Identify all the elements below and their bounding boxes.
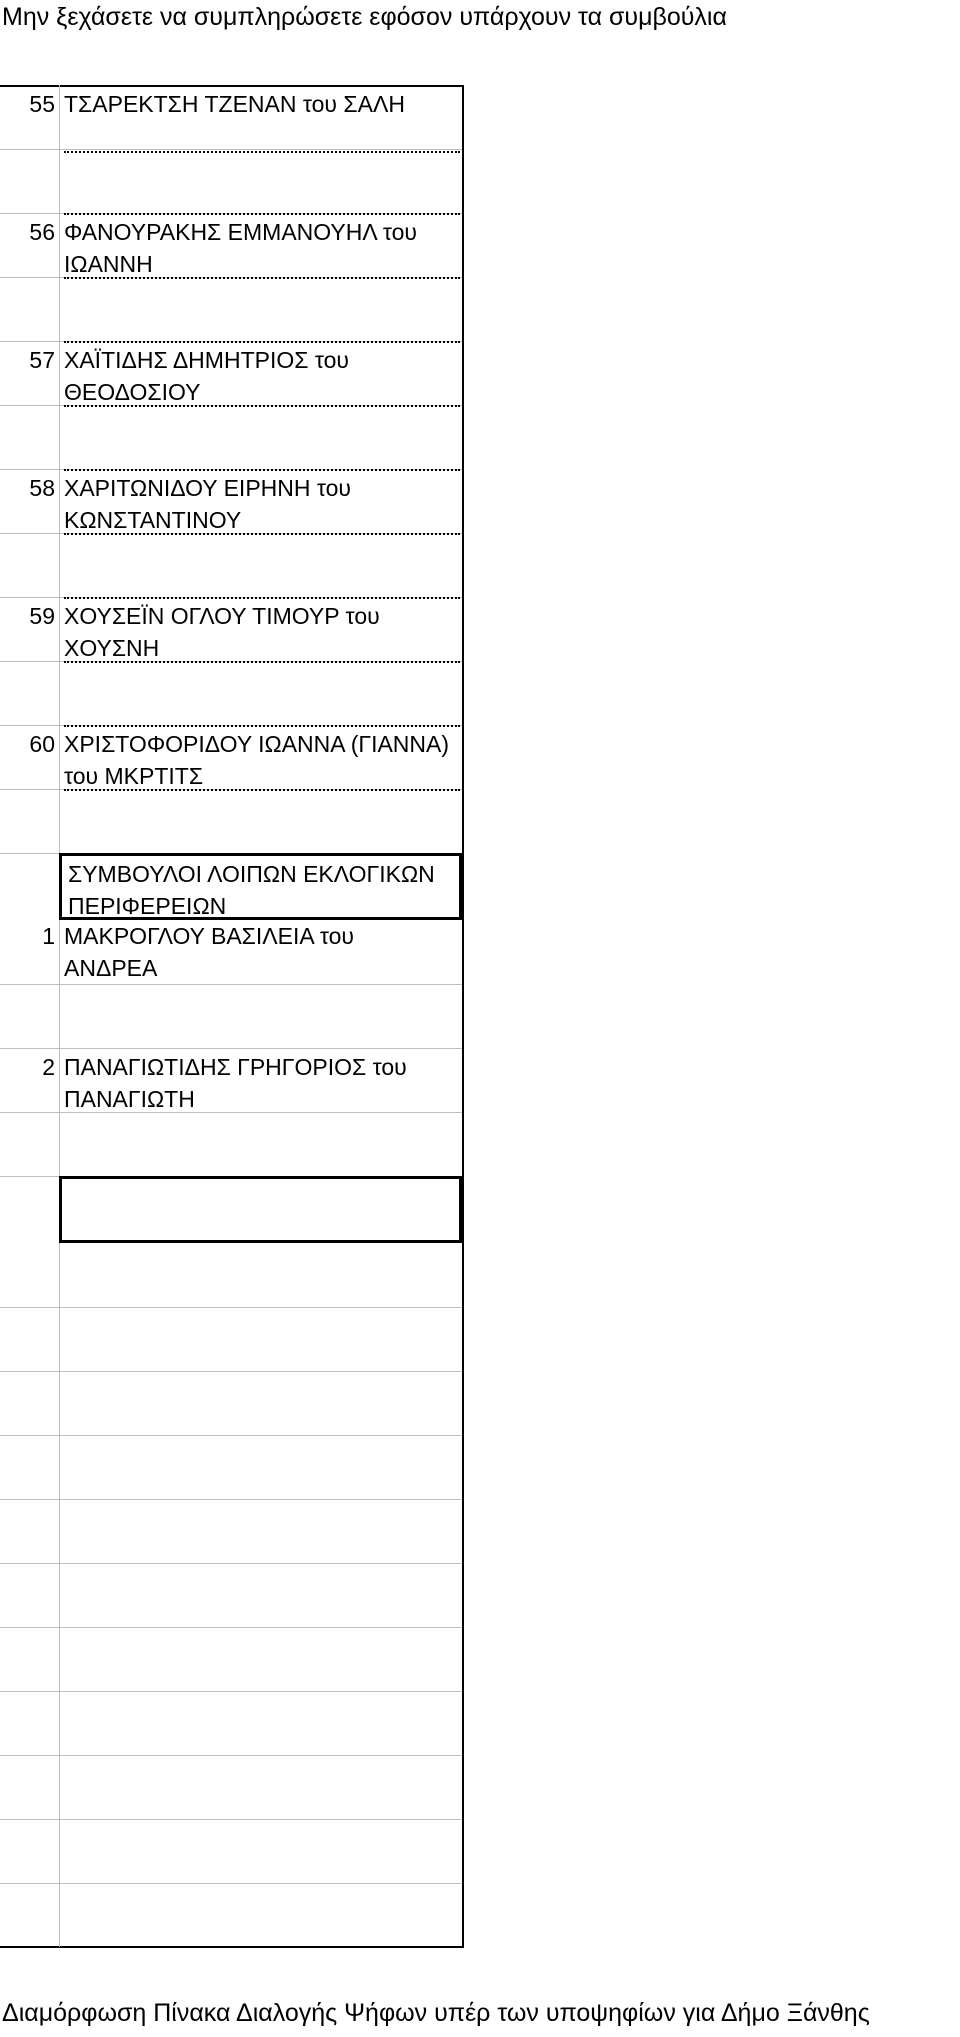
section-heading: ΣΥΜΒΟΥΛΟΙ ΛΟΙΠΩΝ ΕΚΛΟΓΙΚΩΝ — [68, 861, 435, 887]
candidate-row-57 — [0, 277, 464, 341]
candidate-row-58 — [0, 469, 464, 533]
empty-box — [59, 1176, 462, 1243]
vote-tally-line — [64, 213, 460, 215]
member-name: ΜΑΚΡΟΓΛΟΥ ΒΑΣΙΛΕΙΑ του — [64, 923, 354, 949]
candidate-row-58-spacer — [0, 405, 464, 469]
blank-row — [0, 1112, 464, 1176]
member-row-2 — [0, 1048, 464, 1112]
candidate-name: ΦΑΝΟΥΡΑΚΗΣ ΕΜΜΑΝΟΥΗΛ του — [64, 219, 417, 245]
vote-tally-line — [64, 469, 460, 471]
member-name-cont: ΠΑΝΑΓΙΩΤΗ — [64, 1086, 195, 1112]
member-row-1 — [0, 920, 464, 984]
blank-row — [0, 1435, 464, 1499]
section-heading-box — [59, 853, 462, 920]
blank-row — [0, 789, 464, 853]
candidate-number: 57 — [29, 347, 55, 373]
candidate-row-56 — [0, 213, 464, 277]
blank-row — [0, 1371, 464, 1435]
vote-tally-line — [64, 725, 460, 727]
candidate-row-59 — [0, 597, 464, 661]
candidate-row-59-spacer — [0, 533, 464, 597]
header-note: Μην ξεχάσετε να συμπληρώσετε εφόσον υπάρχουν τα συμβούλια — [2, 3, 727, 31]
candidate-name-cont: ΙΩΑΝΝΗ — [64, 251, 153, 277]
candidate-number: 58 — [29, 475, 55, 501]
candidate-name: ΧΑΪΤΙΔΗΣ ΔΗΜΗΤΡΙΟΣ του — [64, 347, 349, 373]
member-name: ΠΑΝΑΓΙΩΤΙΔΗΣ ΓΡΗΓΟΡΙΟΣ του — [64, 1054, 407, 1080]
blank-row — [0, 1307, 464, 1371]
blank-row — [0, 1691, 464, 1755]
candidate-row-60 — [0, 725, 464, 789]
candidate-number: 55 — [29, 91, 55, 117]
blank-row — [0, 1819, 464, 1883]
candidate-name: ΧΟΥΣΕΪΝ ΟΓΛΟΥ ΤΙΜΟΥΡ του — [64, 603, 380, 629]
candidate-number: 59 — [29, 603, 55, 629]
vote-tally-line — [64, 597, 460, 599]
candidate-name-cont: ΧΟΥΣΝΗ — [64, 635, 160, 661]
vote-tally-line — [64, 341, 460, 343]
candidate-name-cont: ΚΩΝΣΤΑΝΤΙΝΟΥ — [64, 507, 242, 533]
candidate-row-60-spacer — [0, 661, 464, 725]
candidate-number: 56 — [29, 219, 55, 245]
blank-row — [0, 1755, 464, 1819]
blank-row — [0, 984, 464, 1048]
member-number: 2 — [42, 1054, 55, 1080]
candidate-name-cont: του ΜΚΡΤΙΤΣ — [64, 763, 204, 789]
candidate-row-55 — [0, 85, 464, 149]
candidate-row-57-main — [0, 341, 464, 405]
candidate-number: 60 — [29, 731, 55, 757]
candidate-name: ΤΣΑΡΕΚΤΣΗ ΤΖΕΝΑΝ του ΣΑΛΗ — [64, 91, 405, 117]
candidate-name: ΧΡΙΣΤΟΦΟΡΙΔΟΥ ΙΩΑΝΝΑ (ΓΙΑΝΝΑ) — [64, 731, 450, 757]
ballot-tally-sheet — [0, 85, 465, 1947]
blank-row — [0, 1499, 464, 1563]
candidate-row-55-cont — [0, 149, 464, 213]
section-heading-cont: ΠΕΡΙΦΕΡΕΙΩΝ — [68, 893, 227, 919]
member-name-cont: ΑΝΔΡΕΑ — [64, 955, 158, 981]
candidate-name-cont: ΘΕΟΔΟΣΙΟΥ — [64, 379, 201, 405]
blank-row — [0, 1243, 464, 1307]
footer-note: Διαμόρφωση Πίνακα Διαλογής Ψήφων υπέρ των υποψηφίων για Δήμο Ξάνθης — [2, 1999, 870, 2027]
member-number: 1 — [42, 923, 55, 949]
blank-row — [0, 1563, 464, 1627]
vote-tally-line — [64, 151, 460, 153]
candidate-name: ΧΑΡΙΤΩΝΙΔΟΥ ΕΙΡΗΝΗ του — [64, 475, 352, 501]
blank-row — [0, 1627, 464, 1691]
